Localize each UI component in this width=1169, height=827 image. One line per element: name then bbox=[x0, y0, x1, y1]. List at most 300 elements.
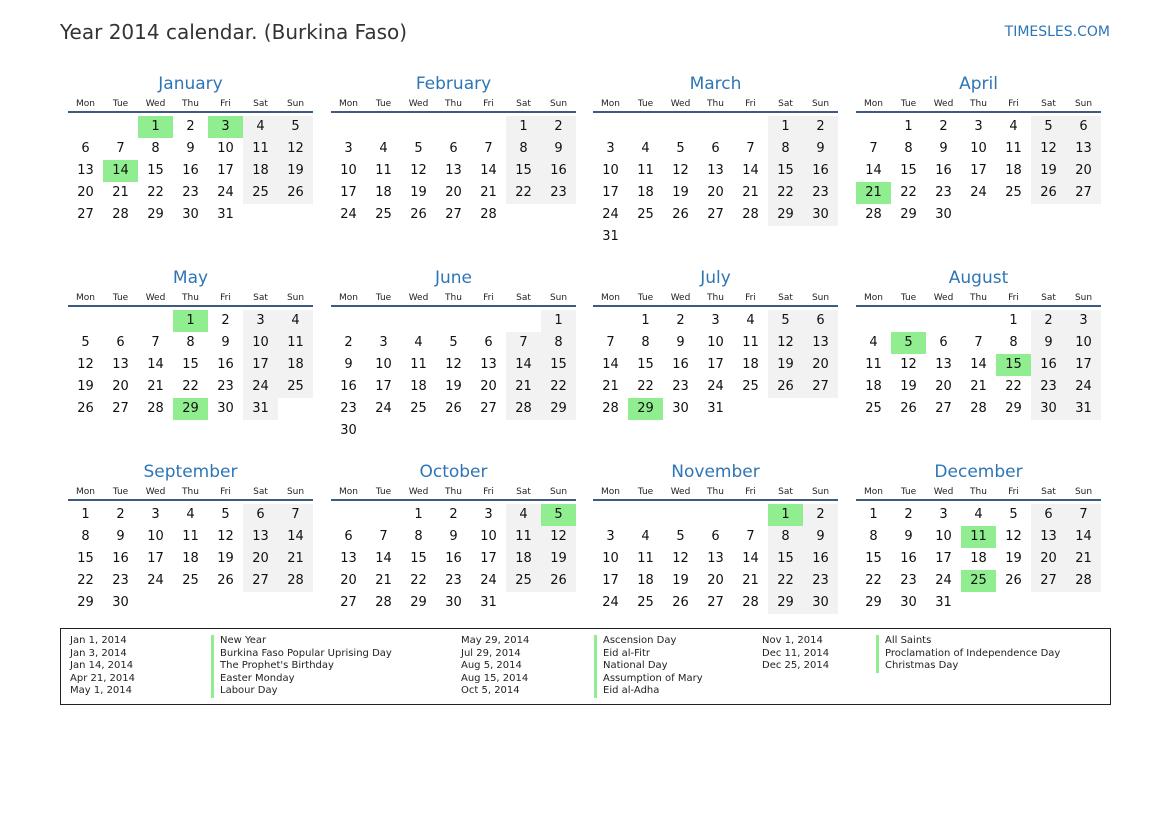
day-cell: 8 bbox=[869, 529, 878, 544]
weekend-day-cell: 17 bbox=[1066, 354, 1101, 376]
weekend-day-cell: 5 bbox=[1031, 116, 1066, 138]
weekend-day-cell: 9 bbox=[803, 138, 838, 160]
page-title: Year 2014 calendar. (Burkina Faso) bbox=[60, 20, 408, 44]
weekday-label: Wed bbox=[408, 99, 429, 109]
weekday-label: Sun bbox=[549, 99, 568, 109]
day-cell: 18 bbox=[410, 379, 427, 394]
weekday-label: Fri bbox=[1008, 99, 1019, 109]
day-cell: 3 bbox=[606, 529, 615, 544]
week-row bbox=[331, 398, 576, 420]
empty-day-cell bbox=[593, 504, 628, 526]
weekend-day-cell: 9 bbox=[541, 138, 576, 160]
day-cell: 20 bbox=[480, 379, 497, 394]
weekday-label: Mon bbox=[601, 293, 620, 303]
week-row bbox=[331, 376, 576, 398]
day-cell: 3 bbox=[484, 507, 493, 522]
empty-day-cell bbox=[243, 204, 278, 226]
day-cell: 26 bbox=[1005, 573, 1022, 588]
weekend-day-cell: 17 bbox=[243, 354, 278, 376]
day-cell: 19 bbox=[77, 379, 94, 394]
day-cell: 19 bbox=[900, 379, 917, 394]
week-row bbox=[331, 354, 576, 376]
day-cell: 8 bbox=[414, 529, 423, 544]
holiday-day-cell: 15 bbox=[996, 354, 1031, 376]
empty-day-cell bbox=[506, 592, 541, 614]
week-row bbox=[856, 504, 1101, 526]
day-cell: 6 bbox=[711, 141, 720, 156]
weekday-header bbox=[593, 484, 838, 501]
week-row bbox=[331, 526, 576, 548]
day-cell: 7 bbox=[746, 529, 755, 544]
day-cell: 18 bbox=[637, 573, 654, 588]
holiday-name: National Day bbox=[594, 660, 668, 673]
day-cell: 5 bbox=[449, 335, 458, 350]
day-cell: 16 bbox=[217, 357, 234, 372]
holiday-day-cell: 21 bbox=[856, 182, 891, 204]
day-cell: 6 bbox=[449, 141, 458, 156]
weekday-label: Tue bbox=[637, 99, 654, 109]
day-cell: 27 bbox=[480, 401, 497, 416]
weekend-day-cell: 28 bbox=[506, 398, 541, 420]
empty-day-cell bbox=[733, 116, 768, 138]
day-cell: 7 bbox=[151, 335, 160, 350]
empty-day-cell bbox=[471, 116, 506, 138]
day-cell: 26 bbox=[672, 207, 689, 222]
weekday-label: Sat bbox=[1041, 293, 1056, 303]
weekday-label: Fri bbox=[483, 487, 494, 497]
holiday-date: Oct 5, 2014 bbox=[461, 685, 520, 696]
day-cell: 17 bbox=[970, 163, 987, 178]
day-cell: 10 bbox=[602, 163, 619, 178]
month-april bbox=[856, 72, 1101, 226]
day-cell: 7 bbox=[606, 335, 615, 350]
week-row bbox=[856, 354, 1101, 376]
weekend-day-cell: 26 bbox=[278, 182, 313, 204]
day-cell: 6 bbox=[344, 529, 353, 544]
day-cell: 27 bbox=[340, 595, 357, 610]
day-cell: 10 bbox=[340, 163, 357, 178]
weekday-header bbox=[856, 484, 1101, 501]
day-cell: 28 bbox=[112, 207, 129, 222]
day-cell: 1 bbox=[641, 313, 650, 328]
day-cell: 8 bbox=[1009, 335, 1018, 350]
day-cell: 15 bbox=[865, 551, 882, 566]
day-cell: 6 bbox=[81, 141, 90, 156]
weekday-label: Fri bbox=[745, 293, 756, 303]
weekend-day-cell: 23 bbox=[803, 182, 838, 204]
day-cell: 10 bbox=[147, 529, 164, 544]
week-row bbox=[68, 592, 313, 614]
week-row bbox=[331, 310, 576, 332]
holiday-day-cell: 29 bbox=[173, 398, 208, 420]
day-cell: 1 bbox=[869, 507, 878, 522]
day-cell: 18 bbox=[1005, 163, 1022, 178]
day-cell: 20 bbox=[445, 185, 462, 200]
weekend-day-cell: 4 bbox=[278, 310, 313, 332]
weekday-label: Thu bbox=[182, 293, 199, 303]
empty-day-cell bbox=[138, 592, 173, 614]
weekday-label: Wed bbox=[933, 99, 954, 109]
day-cell: 7 bbox=[974, 335, 983, 350]
weekend-day-cell: 25 bbox=[506, 570, 541, 592]
weekday-header bbox=[856, 96, 1101, 113]
month-july bbox=[593, 266, 838, 420]
day-cell: 24 bbox=[935, 573, 952, 588]
week-row bbox=[68, 526, 313, 548]
weekend-day-cell: 19 bbox=[278, 160, 313, 182]
day-cell: 6 bbox=[484, 335, 493, 350]
month-name: April bbox=[959, 74, 998, 94]
holiday-name: Eid al-Adha bbox=[594, 685, 659, 698]
day-cell: 7 bbox=[116, 141, 125, 156]
holiday-day-cell: 14 bbox=[103, 160, 138, 182]
day-cell: 9 bbox=[449, 529, 458, 544]
day-cell: 21 bbox=[112, 185, 129, 200]
empty-day-cell bbox=[366, 504, 401, 526]
day-cell: 22 bbox=[865, 573, 882, 588]
weekend-day-cell: 2 bbox=[803, 116, 838, 138]
weekend-day-cell: 11 bbox=[278, 332, 313, 354]
day-cell: 9 bbox=[116, 529, 125, 544]
month-january bbox=[68, 72, 313, 226]
day-cell: 19 bbox=[410, 185, 427, 200]
week-row bbox=[856, 592, 1101, 614]
holiday-day-cell: 5 bbox=[541, 504, 576, 526]
day-cell: 20 bbox=[340, 573, 357, 588]
day-cell: 29 bbox=[410, 595, 427, 610]
weekend-day-cell: 16 bbox=[541, 160, 576, 182]
day-cell: 5 bbox=[221, 507, 230, 522]
empty-day-cell bbox=[628, 116, 663, 138]
day-cell: 8 bbox=[151, 141, 160, 156]
day-cell: 25 bbox=[410, 401, 427, 416]
weekday-label: Tue bbox=[375, 99, 392, 109]
day-cell: 17 bbox=[707, 357, 724, 372]
weekday-label: Sun bbox=[811, 487, 830, 497]
week-row bbox=[593, 354, 838, 376]
day-cell: 31 bbox=[935, 595, 952, 610]
weekend-day-cell: 20 bbox=[1066, 160, 1101, 182]
day-cell: 4 bbox=[1009, 119, 1018, 134]
day-cell: 1 bbox=[904, 119, 913, 134]
week-row bbox=[68, 548, 313, 570]
weekday-header bbox=[856, 290, 1101, 307]
empty-day-cell bbox=[506, 204, 541, 226]
weekend-day-cell: 9 bbox=[1031, 332, 1066, 354]
day-cell: 19 bbox=[217, 551, 234, 566]
day-cell: 15 bbox=[900, 163, 917, 178]
day-cell: 4 bbox=[379, 141, 388, 156]
empty-day-cell bbox=[331, 310, 366, 332]
weekday-label: Sat bbox=[778, 487, 793, 497]
weekend-day-cell: 8 bbox=[768, 526, 803, 548]
weekend-day-cell: 14 bbox=[1066, 526, 1101, 548]
empty-day-cell bbox=[768, 398, 803, 420]
day-cell: 23 bbox=[900, 573, 917, 588]
day-cell: 18 bbox=[970, 551, 987, 566]
weekday-label: Fri bbox=[483, 99, 494, 109]
weekend-day-cell: 7 bbox=[278, 504, 313, 526]
day-cell: 26 bbox=[672, 595, 689, 610]
day-cell: 8 bbox=[904, 141, 913, 156]
weekday-header bbox=[68, 484, 313, 501]
day-cell: 21 bbox=[480, 185, 497, 200]
month-august bbox=[856, 266, 1101, 420]
weekday-label: Thu bbox=[182, 99, 199, 109]
day-cell: 19 bbox=[672, 573, 689, 588]
weekday-label: Sun bbox=[811, 293, 830, 303]
day-cell: 18 bbox=[742, 357, 759, 372]
weekend-day-cell: 28 bbox=[1066, 570, 1101, 592]
day-cell: 28 bbox=[865, 207, 882, 222]
weekend-day-cell: 13 bbox=[1031, 526, 1066, 548]
day-cell: 15 bbox=[637, 357, 654, 372]
weekday-label: Fri bbox=[220, 487, 231, 497]
day-cell: 2 bbox=[186, 119, 195, 134]
weekday-label: Thu bbox=[970, 293, 987, 303]
day-cell: 30 bbox=[340, 423, 357, 438]
empty-day-cell bbox=[663, 116, 698, 138]
weekday-label: Sun bbox=[811, 99, 830, 109]
day-cell: 3 bbox=[151, 507, 160, 522]
day-cell: 14 bbox=[742, 551, 759, 566]
day-cell: 14 bbox=[147, 357, 164, 372]
day-cell: 30 bbox=[672, 401, 689, 416]
day-cell: 14 bbox=[865, 163, 882, 178]
day-cell: 4 bbox=[186, 507, 195, 522]
empty-day-cell bbox=[698, 226, 733, 248]
weekday-label: Wed bbox=[670, 99, 691, 109]
week-row bbox=[68, 332, 313, 354]
day-cell: 11 bbox=[1005, 141, 1022, 156]
weekend-day-cell: 12 bbox=[278, 138, 313, 160]
holiday-date: Dec 11, 2014 bbox=[762, 647, 830, 659]
weekday-label: Thu bbox=[445, 487, 462, 497]
weekend-day-cell: 1 bbox=[768, 116, 803, 138]
weekday-label: Sun bbox=[286, 293, 305, 303]
empty-day-cell bbox=[961, 592, 996, 614]
weekend-day-cell: 14 bbox=[506, 354, 541, 376]
empty-day-cell bbox=[541, 592, 576, 614]
holiday-name: Ascension Day bbox=[594, 635, 676, 648]
holiday-date: May 1, 2014 bbox=[70, 685, 133, 696]
empty-day-cell bbox=[278, 398, 313, 420]
weekday-label: Thu bbox=[445, 293, 462, 303]
brand-link[interactable]: TIMESLES.COM bbox=[1004, 24, 1110, 40]
day-cell: 25 bbox=[637, 595, 654, 610]
weekend-day-cell: 8 bbox=[541, 332, 576, 354]
day-cell: 22 bbox=[1005, 379, 1022, 394]
month-name: October bbox=[419, 462, 488, 482]
day-cell: 3 bbox=[606, 141, 615, 156]
week-row bbox=[856, 548, 1101, 570]
weekday-label: Mon bbox=[76, 99, 95, 109]
day-cell: 22 bbox=[147, 185, 164, 200]
weekend-day-cell: 18 bbox=[243, 160, 278, 182]
weekend-day-cell: 19 bbox=[768, 354, 803, 376]
weekday-label: Sat bbox=[516, 99, 531, 109]
month-name: March bbox=[689, 74, 742, 94]
day-cell: 25 bbox=[182, 573, 199, 588]
day-cell: 12 bbox=[217, 529, 234, 544]
day-cell: 7 bbox=[379, 529, 388, 544]
day-cell: 21 bbox=[742, 573, 759, 588]
weekday-label: Mon bbox=[76, 293, 95, 303]
holiday-name: Assumption of Mary bbox=[594, 673, 703, 686]
weekend-day-cell: 21 bbox=[1066, 548, 1101, 570]
weekend-day-cell: 2 bbox=[1031, 310, 1066, 332]
empty-day-cell bbox=[733, 398, 768, 420]
empty-day-cell bbox=[856, 310, 891, 332]
weekday-label: Fri bbox=[745, 99, 756, 109]
weekday-label: Tue bbox=[112, 99, 129, 109]
week-row bbox=[856, 398, 1101, 420]
day-cell: 26 bbox=[900, 401, 917, 416]
empty-day-cell bbox=[103, 310, 138, 332]
day-cell: 20 bbox=[935, 379, 952, 394]
weekday-label: Sun bbox=[1074, 293, 1093, 303]
month-days bbox=[331, 307, 576, 442]
day-cell: 5 bbox=[676, 529, 685, 544]
weekend-day-cell: 3 bbox=[1066, 310, 1101, 332]
day-cell: 13 bbox=[445, 163, 462, 178]
weekday-label: Wed bbox=[670, 487, 691, 497]
day-cell: 17 bbox=[480, 551, 497, 566]
empty-day-cell bbox=[996, 592, 1031, 614]
day-cell: 4 bbox=[746, 313, 755, 328]
day-cell: 25 bbox=[637, 207, 654, 222]
empty-day-cell bbox=[803, 398, 838, 420]
month-days bbox=[68, 307, 313, 420]
week-row bbox=[68, 354, 313, 376]
day-cell: 27 bbox=[445, 207, 462, 222]
weekday-label: Sat bbox=[778, 99, 793, 109]
day-cell: 27 bbox=[707, 595, 724, 610]
day-cell: 13 bbox=[707, 551, 724, 566]
day-cell: 6 bbox=[711, 529, 720, 544]
day-cell: 23 bbox=[935, 185, 952, 200]
empty-day-cell bbox=[733, 504, 768, 526]
weekend-day-cell: 30 bbox=[1031, 398, 1066, 420]
week-row bbox=[856, 138, 1101, 160]
month-days bbox=[856, 307, 1101, 420]
day-cell: 4 bbox=[641, 141, 650, 156]
weekday-label: Mon bbox=[339, 99, 358, 109]
day-cell: 3 bbox=[379, 335, 388, 350]
day-cell: 9 bbox=[939, 141, 948, 156]
weekend-day-cell: 23 bbox=[1031, 376, 1066, 398]
weekday-label: Wed bbox=[408, 487, 429, 497]
weekend-day-cell: 23 bbox=[541, 182, 576, 204]
day-cell: 20 bbox=[112, 379, 129, 394]
month-days bbox=[593, 113, 838, 248]
week-row bbox=[331, 138, 576, 160]
month-name: February bbox=[415, 74, 492, 94]
day-cell: 16 bbox=[112, 551, 129, 566]
week-row bbox=[593, 160, 838, 182]
weekday-label: Mon bbox=[601, 99, 620, 109]
empty-day-cell bbox=[471, 310, 506, 332]
empty-day-cell bbox=[366, 420, 401, 442]
day-cell: 23 bbox=[182, 185, 199, 200]
weekday-label: Sat bbox=[516, 487, 531, 497]
holiday-name: The Prophet's Birthday bbox=[211, 660, 334, 673]
day-cell: 10 bbox=[970, 141, 987, 156]
day-cell: 9 bbox=[676, 335, 685, 350]
day-cell: 18 bbox=[375, 185, 392, 200]
weekday-header bbox=[331, 484, 576, 501]
empty-day-cell bbox=[541, 420, 576, 442]
day-cell: 19 bbox=[1005, 551, 1022, 566]
day-cell: 14 bbox=[480, 163, 497, 178]
weekday-label: Fri bbox=[745, 487, 756, 497]
day-cell: 31 bbox=[217, 207, 234, 222]
empty-day-cell bbox=[663, 504, 698, 526]
weekend-day-cell: 31 bbox=[243, 398, 278, 420]
weekend-day-cell: 1 bbox=[541, 310, 576, 332]
weekend-day-cell: 20 bbox=[243, 548, 278, 570]
day-cell: 16 bbox=[935, 163, 952, 178]
day-cell: 28 bbox=[742, 207, 759, 222]
day-cell: 30 bbox=[112, 595, 129, 610]
week-row bbox=[68, 160, 313, 182]
day-cell: 23 bbox=[445, 573, 462, 588]
week-row bbox=[856, 160, 1101, 182]
holiday-date: May 29, 2014 bbox=[461, 635, 530, 646]
week-row bbox=[593, 376, 838, 398]
day-cell: 5 bbox=[414, 141, 423, 156]
empty-day-cell bbox=[996, 204, 1031, 226]
day-cell: 27 bbox=[77, 207, 94, 222]
empty-day-cell bbox=[628, 226, 663, 248]
day-cell: 31 bbox=[480, 595, 497, 610]
empty-day-cell bbox=[593, 310, 628, 332]
day-cell: 11 bbox=[410, 357, 427, 372]
weekday-label: Sat bbox=[516, 293, 531, 303]
weekday-label: Wed bbox=[145, 99, 166, 109]
weekend-day-cell: 16 bbox=[1031, 354, 1066, 376]
weekend-day-cell: 2 bbox=[803, 504, 838, 526]
weekend-day-cell: 4 bbox=[243, 116, 278, 138]
empty-day-cell bbox=[278, 204, 313, 226]
weekend-day-cell: 7 bbox=[506, 332, 541, 354]
empty-day-cell bbox=[506, 310, 541, 332]
day-cell: 17 bbox=[375, 379, 392, 394]
week-row bbox=[331, 116, 576, 138]
week-row bbox=[856, 310, 1101, 332]
day-cell: 3 bbox=[939, 507, 948, 522]
holiday-day-cell: 5 bbox=[891, 332, 926, 354]
weekend-day-cell: 27 bbox=[1066, 182, 1101, 204]
day-cell: 28 bbox=[970, 401, 987, 416]
weekend-day-cell: 4 bbox=[506, 504, 541, 526]
day-cell: 23 bbox=[112, 573, 129, 588]
month-name: November bbox=[671, 462, 760, 482]
day-cell: 31 bbox=[707, 401, 724, 416]
day-cell: 14 bbox=[742, 163, 759, 178]
empty-day-cell bbox=[768, 226, 803, 248]
empty-day-cell bbox=[401, 420, 436, 442]
day-cell: 16 bbox=[182, 163, 199, 178]
weekend-day-cell: 16 bbox=[803, 160, 838, 182]
empty-day-cell bbox=[243, 592, 278, 614]
weekend-day-cell: 22 bbox=[541, 376, 576, 398]
weekend-day-cell: 12 bbox=[541, 526, 576, 548]
day-cell: 14 bbox=[375, 551, 392, 566]
week-row bbox=[856, 204, 1101, 226]
day-cell: 17 bbox=[602, 185, 619, 200]
weekend-day-cell: 9 bbox=[803, 526, 838, 548]
